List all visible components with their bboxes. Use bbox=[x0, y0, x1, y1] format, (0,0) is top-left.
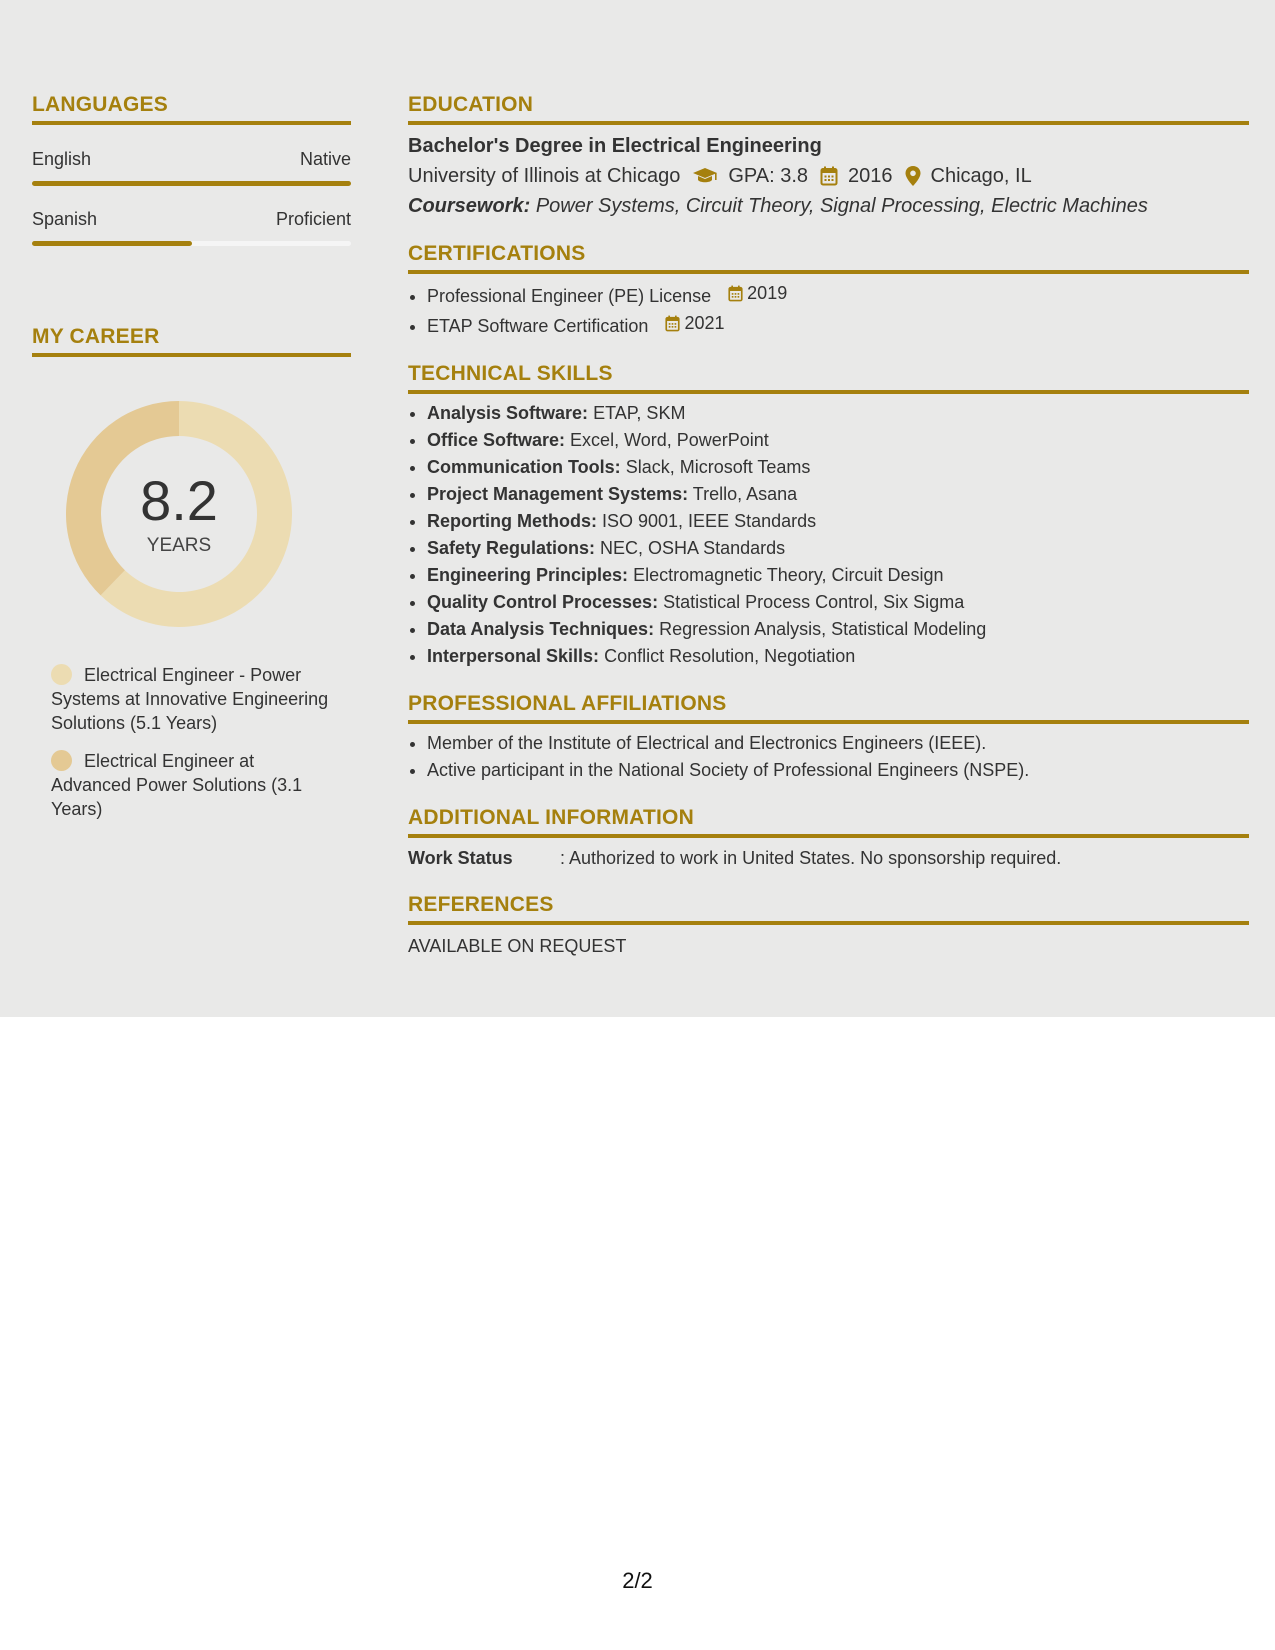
skill-label: Analysis Software: bbox=[427, 403, 589, 423]
skill-label: Project Management Systems: bbox=[427, 484, 689, 504]
affiliation-item: • Member of the Institute of Electrical and Electronics Engineers (IEEE). bbox=[427, 730, 1249, 757]
skill-value: NEC, OSHA Standards bbox=[600, 538, 786, 558]
language-bar-fill bbox=[32, 181, 351, 186]
legend-label: Electrical Engineer - Power Systems at Innovative Engineering Solutions (5.1 Years) bbox=[51, 665, 329, 733]
education-coursework bbox=[408, 192, 1249, 220]
skill-value: Statistical Process Control, Six Sigma bbox=[663, 592, 965, 612]
skill-item bbox=[427, 616, 1249, 643]
calendar-icon bbox=[820, 166, 838, 186]
certification-item bbox=[427, 310, 1249, 340]
certification-item bbox=[427, 280, 1249, 310]
skill-item bbox=[427, 400, 1249, 427]
legend-dot bbox=[51, 664, 72, 685]
coursework-list: Power Systems, Circuit Theory, Signal Processing, Electric Machines bbox=[535, 195, 1148, 217]
affiliation-item: • Active participant in the National Society of Professional Engineers (NSPE). bbox=[427, 757, 1249, 784]
skill-item bbox=[427, 427, 1249, 454]
calendar-icon bbox=[665, 315, 680, 332]
skill-item bbox=[427, 535, 1249, 562]
career-donut-chart bbox=[66, 401, 292, 627]
language-row bbox=[32, 148, 351, 170]
education-location: Chicago, IL bbox=[930, 165, 1032, 187]
language-row bbox=[32, 208, 351, 230]
page-number: 2/2 bbox=[622, 1568, 653, 1593]
language-name: English bbox=[32, 149, 92, 169]
education-school: University of Illinois at Chicago bbox=[408, 165, 681, 187]
affiliations-list bbox=[408, 730, 1249, 784]
skill-value: ETAP, SKM bbox=[593, 403, 686, 423]
skill-label: Engineering Principles: bbox=[427, 565, 629, 585]
education-heading: EDUCATION bbox=[408, 92, 1249, 125]
right-column bbox=[408, 92, 1249, 959]
legend-label: Electrical Engineer at Advanced Power Solutions (3.1 Years) bbox=[51, 751, 303, 819]
legend-item bbox=[51, 663, 331, 735]
skill-value: Conflict Resolution, Negotiation bbox=[604, 646, 856, 666]
skill-label: Communication Tools: bbox=[427, 457, 621, 477]
certification-name: ETAP Software Certification bbox=[427, 316, 649, 336]
skill-item bbox=[427, 481, 1249, 508]
skill-label: Interpersonal Skills: bbox=[427, 646, 600, 666]
affiliations-heading: PROFESSIONAL AFFILIATIONS bbox=[408, 691, 1249, 724]
skill-label: Quality Control Processes: bbox=[427, 592, 659, 612]
career-legend bbox=[51, 663, 331, 821]
skill-item bbox=[427, 562, 1249, 589]
references-text: AVAILABLE ON REQUEST bbox=[408, 936, 627, 956]
certification-name: Professional Engineer (PE) License bbox=[427, 286, 712, 306]
skill-item bbox=[427, 508, 1249, 535]
location-pin-icon bbox=[905, 166, 921, 186]
skill-value: Slack, Microsoft Teams bbox=[625, 457, 811, 477]
career-heading: MY CAREER bbox=[32, 324, 351, 357]
skill-value: Trello, Asana bbox=[692, 484, 798, 504]
skill-value: Regression Analysis, Statistical Modeling bbox=[659, 619, 987, 639]
language-bar-fill bbox=[32, 241, 192, 246]
language-level: Native bbox=[299, 149, 351, 169]
legend-item bbox=[51, 749, 331, 821]
education-gpa: GPA: 3.8 bbox=[728, 165, 809, 187]
languages-heading: LANGUAGES bbox=[32, 92, 351, 125]
calendar-icon bbox=[728, 285, 743, 302]
career-total-years: 8.2 bbox=[140, 469, 218, 532]
work-status-value: : Authorized to work in United States. No sponsorship required. bbox=[560, 848, 1062, 868]
work-status-row bbox=[408, 845, 1249, 871]
graduation-cap-icon bbox=[692, 167, 718, 185]
certifications-heading: CERTIFICATIONS bbox=[408, 241, 1249, 274]
certification-year: 2019 bbox=[747, 283, 788, 303]
skill-item bbox=[427, 454, 1249, 481]
left-column bbox=[32, 92, 351, 835]
skill-item bbox=[427, 643, 1249, 670]
skill-label: Safety Regulations: bbox=[427, 538, 596, 558]
education-year: 2016 bbox=[848, 165, 893, 187]
certification-year: 2021 bbox=[684, 313, 725, 333]
skill-item bbox=[427, 589, 1249, 616]
additional-info-heading: ADDITIONAL INFORMATION bbox=[408, 805, 1249, 838]
skill-value: ISO 9001, IEEE Standards bbox=[602, 511, 817, 531]
references-heading: REFERENCES bbox=[408, 892, 1249, 925]
skills-list bbox=[408, 400, 1249, 670]
career-total-unit: YEARS bbox=[146, 535, 212, 556]
skill-value: Electromagnetic Theory, Circuit Design bbox=[633, 565, 944, 585]
certifications-list bbox=[408, 280, 1249, 340]
coursework-label: Coursework: bbox=[408, 195, 531, 217]
skill-label: Office Software: bbox=[427, 430, 566, 450]
language-name: Spanish bbox=[32, 209, 98, 229]
skill-value: Excel, Word, PowerPoint bbox=[570, 430, 769, 450]
work-status-label: Work Status bbox=[408, 848, 513, 868]
language-level: Proficient bbox=[275, 209, 351, 229]
skills-heading: TECHNICAL SKILLS bbox=[408, 361, 1249, 394]
language-bar bbox=[32, 181, 351, 186]
education-degree: Bachelor's Degree in Electrical Engineering bbox=[408, 135, 822, 157]
skill-label: Reporting Methods: bbox=[427, 511, 597, 531]
education-details bbox=[408, 162, 1249, 190]
language-bar bbox=[32, 241, 351, 246]
legend-dot bbox=[51, 750, 72, 771]
skill-label: Data Analysis Techniques: bbox=[427, 619, 655, 639]
